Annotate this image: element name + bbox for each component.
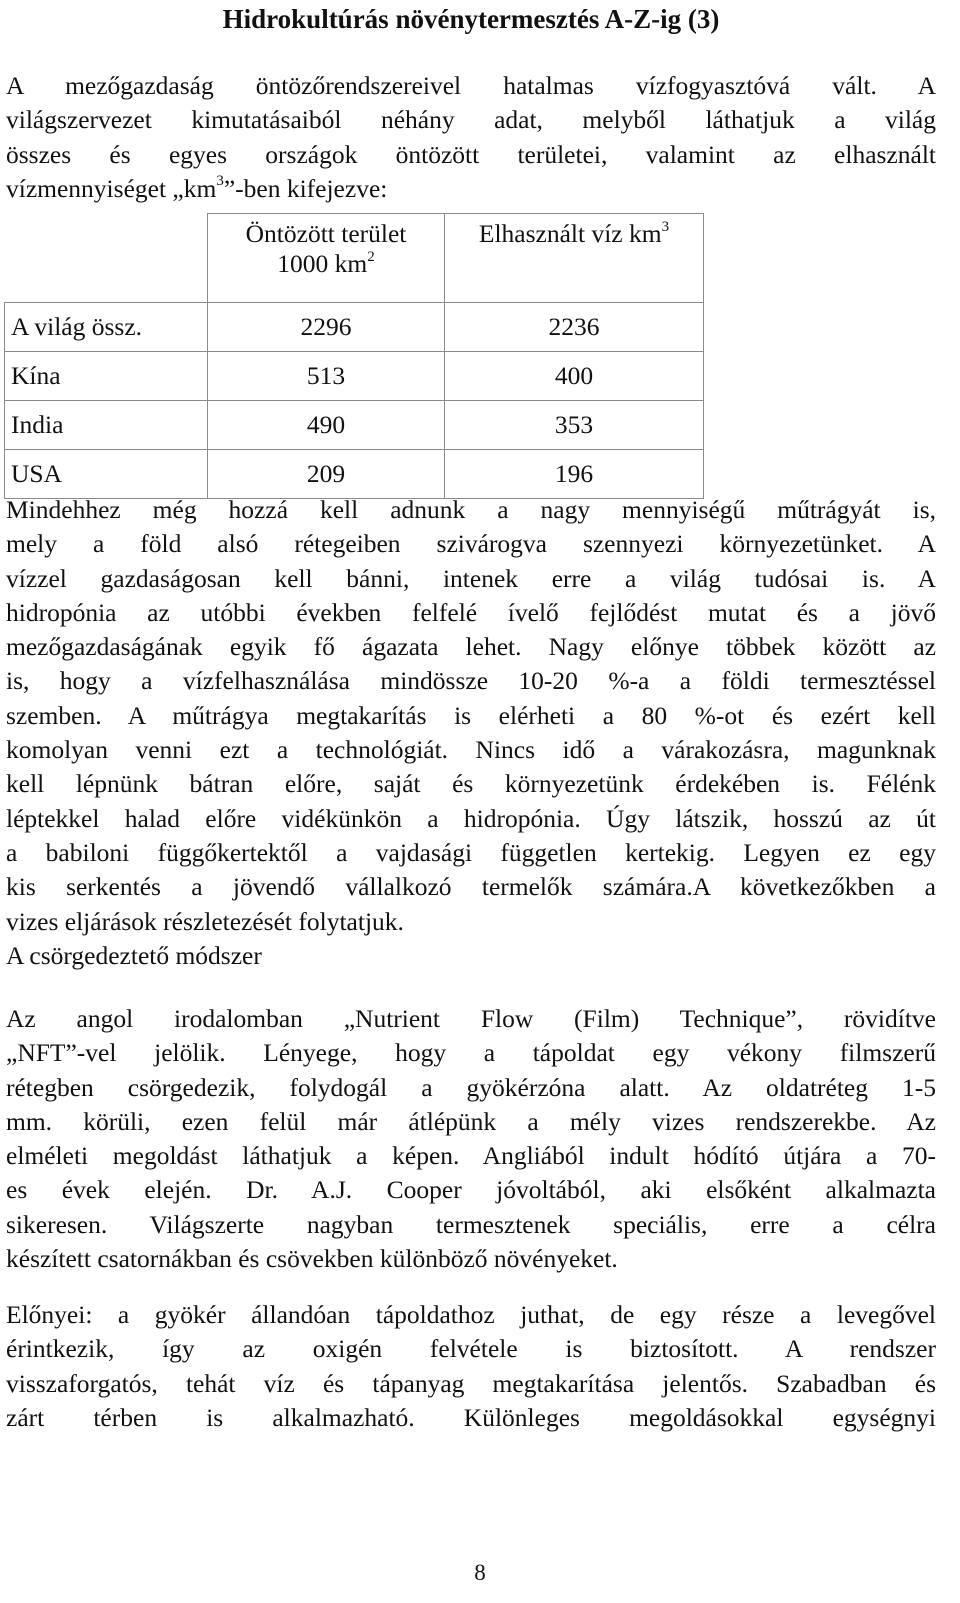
row-water: 196	[445, 450, 704, 499]
body-line: mezőgazdaságának egyik fő ágazata lehet. Nagy előnye többek között az	[6, 632, 936, 662]
intro-line: összes és egyes országok öntözött területei, valamint az elhasznált	[6, 139, 936, 169]
nft-paragraph	[6, 1002, 936, 1276]
body-line: hidropónia az utóbbi években felfelé ívelő fejlődést mutat és a jövő	[6, 597, 936, 627]
body-line: készített csatornákban és csövekben különböző növényeket.	[6, 1244, 618, 1274]
section-heading: A csörgedeztető módszer	[6, 940, 262, 970]
body-paragraph-main	[6, 493, 936, 973]
body-line: Az angol irodalomban „Nutrient Flow (Film) Technique”, rövidítve	[6, 1004, 936, 1033]
row-water: 400	[445, 352, 704, 401]
body-line: komolyan venni ezt a technológiát. Nincs idő a várakozásra, magunknak	[6, 735, 936, 765]
body-line: érintkezik, így az oxigén felvétele is biztosított. A rendszer	[6, 1334, 936, 1364]
body-line: a babiloni függőkertektől a vajdasági független kertekig. Legyen ez egy	[6, 837, 936, 867]
intro-line: vízmennyiséget $„km^3$”-ben kifejezve:	[6, 173, 388, 203]
page-number: 8	[474, 1560, 486, 1585]
body-line: visszaforgatós, tehát víz és tápanyag megtakarítása jelentős. Szabadban és	[6, 1368, 936, 1398]
body-line: zárt térben is alkalmazható. Különleges megoldásokkal egységnyi	[6, 1402, 936, 1432]
row-label: India	[5, 401, 208, 450]
row-area: 209	[208, 450, 445, 499]
body-line: elméleti megoldást láthatjuk a képen. Angliából indult hódító útjára a 70-	[6, 1141, 936, 1171]
body-line: kell lépnünk bátran előre, saját és környezetünk érdekében is. Félénk	[6, 769, 936, 799]
body-line: vízzel gazdaságosan kell bánni, intenek erre a világ tudósai is. A	[6, 563, 936, 593]
body-line: mm. körüli, ezen felül már átlépünk a mély vizes rendszerekbe. Az	[6, 1106, 936, 1136]
row-label: Kína	[5, 352, 208, 401]
table-row	[5, 352, 704, 401]
intro-line: A mezőgazdaság öntözőrendszereivel hatalmas vízfogyasztóvá vált. A	[6, 71, 936, 100]
irrigation-table	[4, 213, 704, 499]
body-line: kis serkentés a jövendő vállalkozó termelők számára.A következőkben a	[6, 872, 936, 902]
row-area: 490	[208, 401, 445, 450]
intro-line: világszervezet kimutatásaiból néhány adat, melyből láthatjuk a világ	[6, 105, 936, 135]
advantages-paragraph	[6, 1298, 936, 1435]
table-corner-cell	[5, 214, 208, 303]
header-water-used: Elhasznált víz $km^3$	[445, 214, 704, 303]
table-row	[5, 450, 704, 499]
row-label: A világ össz.	[5, 303, 208, 352]
body-line: is, hogy a vízfelhasználása mindössze 10-20 %-a a földi termesztéssel	[6, 666, 936, 696]
document-title: Hidrokultúrás növénytermesztés A-Z-ig (3)	[222, 4, 720, 34]
table-row	[5, 401, 704, 450]
header-irrigated-area: Öntözött terület 1000 $km^2$	[208, 214, 445, 303]
table-row	[5, 303, 704, 352]
row-water: 353	[445, 401, 704, 450]
body-line: vizes eljárások részletezését folytatjuk.	[6, 906, 404, 936]
body-line: léptekkel halad előre vidékünkön a hidropónia. Úgy látszik, hosszú az út	[6, 803, 936, 833]
row-area: 2296	[208, 303, 445, 352]
row-water: 2236	[445, 303, 704, 352]
row-label: USA	[5, 450, 208, 499]
table-header-row	[5, 214, 704, 303]
body-line: Mindehhez még hozzá kell adnunk a nagy mennyiségű műtrágyát is,	[6, 495, 936, 524]
body-line: „NFT”-vel jelölik. Lényege, hogy a tápoldat egy vékony filmszerű	[6, 1038, 936, 1068]
body-line: rétegben csörgedezik, folydogál a gyökérzóna alatt. Az oldatréteg 1-5	[6, 1072, 936, 1102]
intro-paragraph	[6, 69, 936, 206]
body-line: Előnyei: a gyökér állandóan tápoldathoz juthat, de egy része a levegővel	[6, 1300, 936, 1329]
body-line: mely a föld alsó rétegeiben szivárogva szennyezi környezetünket. A	[6, 529, 936, 559]
body-line: sikeresen. Világszerte nagyban termesztenek speciális, erre a célra	[6, 1209, 936, 1239]
body-line: szemben. A műtrágya megtakarítás is elérheti a 80 %-ot és ezért kell	[6, 700, 936, 730]
body-line: es évek elején. Dr. A.J. Cooper jóvoltából, aki elsőként alkalmazta	[6, 1175, 936, 1205]
row-area: 513	[208, 352, 445, 401]
